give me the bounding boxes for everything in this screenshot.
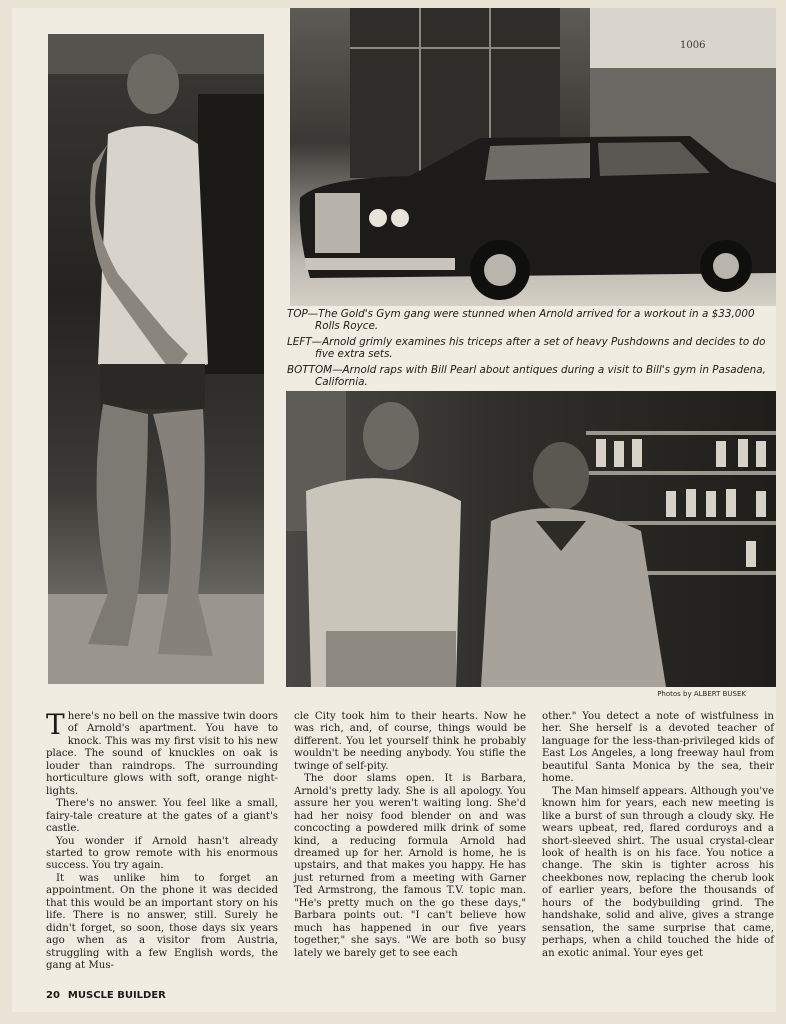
- article-body: [46, 708, 774, 986]
- photo-credit: Photos by ALBERT BUSEK: [657, 690, 746, 698]
- magazine-page: [12, 8, 776, 1012]
- article-column-2: [294, 711, 526, 986]
- article-paragraph: The Man himself appears. Although you've known him for years, each new meeting is like a burst of sun through a cloudy sky. He wears upbeat, red, flared corduroys and a short-sleeved shirt. The usual crystal-clear look of health is on his face. You notice a change. The skin is tighter across his cheekbones now, replacing the cherub look of earlier years, before the thousands of hours of the bodybuilding grind. The handshake, solid and alive, gives a strange sensation, the same surprise that came, perhaps, when a child touched the hide of an exotic animal. Your eyes get: [542, 785, 774, 959]
- page-number: 20: [46, 990, 60, 1001]
- article-paragraph: cle City took him to their hearts. Now he was rich, and, of course, things would be different. You let yourself think he probably wouldn't be needing anybody. You stifle the twinge of self-pity.: [294, 711, 526, 772]
- article-column-3: [542, 711, 774, 986]
- photo-arnold-bill-pearl: [286, 391, 776, 687]
- article-paragraph: The door slams open. It is Barbara, Arnold's pretty lady. She is all apology. You assure her you weren't waiting long. She'd had her noisy food blender on and was concocting a powdered milk drink of some kind, a reducing formula Arnold had dreamed up for her. Arnold is home, he is upstairs, and that makes you happy. He has just returned from a meeting with Garner Ted Armstrong, the famous T.V. topic man. "He's pretty much on the go these days," Barbara points out. "I can't believe how much has happened in our five years together," she says. "We are both so busy lately we barely get to see each: [294, 773, 526, 959]
- photo-arnold-triceps: [48, 34, 264, 684]
- caption-bottom: BOTTOM—Arnold raps with Bill Pearl about antiques during a visit to Bill's gym in Pasadena, California.: [287, 363, 766, 389]
- magazine-title: MUSCLE BUILDER: [67, 990, 166, 1001]
- photo-rolls-royce: [290, 8, 776, 306]
- caption-top: TOP—The Gold's Gym gang were stunned when Arnold arrived for a workout in a $33,000 Rolls Royce.: [287, 308, 755, 333]
- article-paragraph: It was unlike him to forget an appointment. On the phone it was decided that this would be an important story on his life. There is no answer, still. Surely he didn't forget, so soon, those days six years ago when as a visitor from Austria, struggling with a few English words, the gang at Mus-: [46, 872, 278, 972]
- article-paragraph: There's no bell on the massive twin doors of Arnold's apartment. You have to knock. This was my first visit to his new place. The sound of knuckles on oak is louder than raindrops. The surrounding horticulture glows with soft, orange night-lights.: [46, 708, 278, 797]
- page-folio: [46, 990, 174, 1001]
- article-paragraph: You wonder if Arnold hasn't already started to grow remote with his enormous success. You try again.: [46, 835, 278, 872]
- building-number: 1006: [680, 40, 706, 51]
- article-paragraph: There's no answer. You feel like a small, fairy-tale creature at the gates of a giant's castle.: [46, 798, 278, 835]
- caption-left: LEFT—Arnold grimly examines his triceps after a set of heavy Pushdowns and decides to do five extra sets.: [287, 335, 766, 361]
- photo-captions: [287, 308, 767, 391]
- article-paragraph: other." You detect a note of wistfulness in her. She herself is a devoted teacher of language for the less-than-privileged kids of East Los Angeles, a long freeway haul from beautiful Santa Monica by the sea, their home.: [542, 711, 774, 785]
- drop-cap: T: [46, 708, 65, 741]
- article-column-1: [46, 708, 278, 986]
